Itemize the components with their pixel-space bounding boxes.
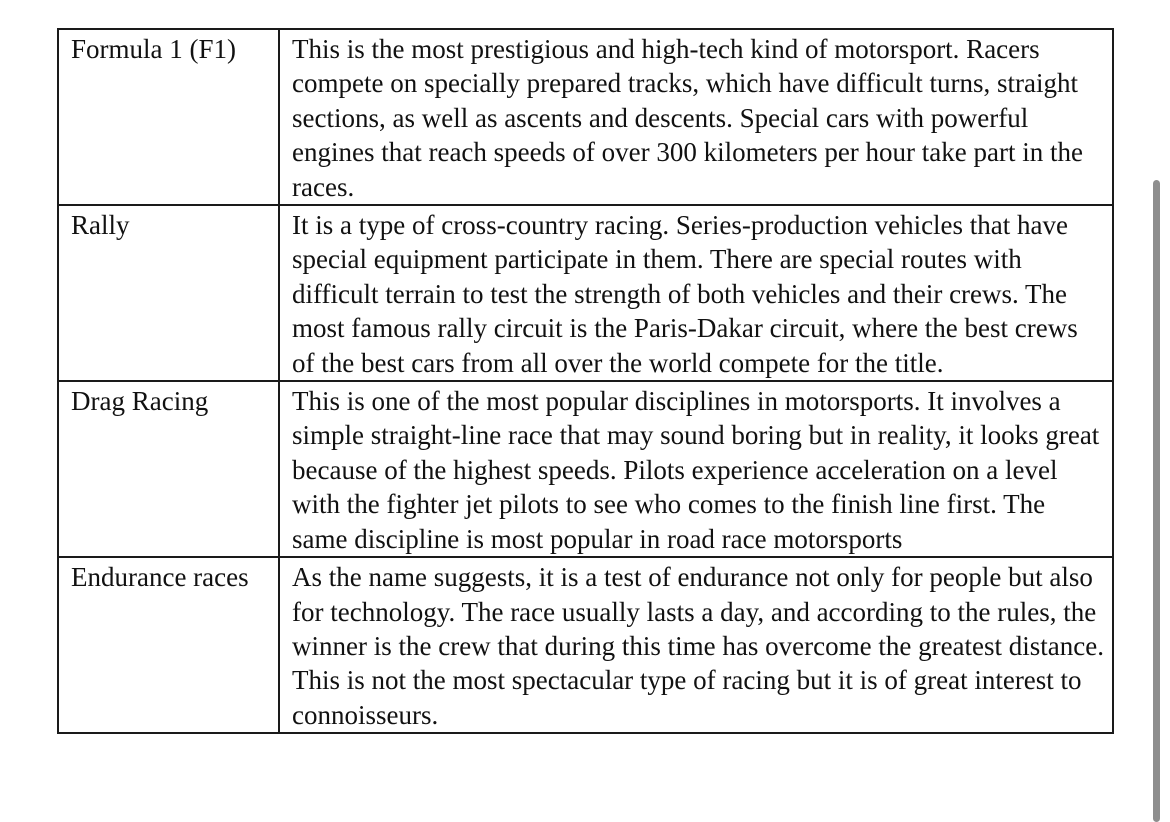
table-row: [58, 205, 1113, 381]
row-term: Rally: [58, 205, 279, 381]
row-description: This is one of the most popular disciplines in motorsports. It involves a simple straight-line race that may sound boring but in reality, it looks great because of the highest speeds. Pilots experience acceleration on a level with the fighter jet pilots to see who comes to the finish line first. The same discipline is most popular in road race motorsports: [279, 381, 1113, 557]
motorsport-types-table: [57, 28, 1114, 734]
table-row: [58, 557, 1113, 733]
row-term: Endurance races: [58, 557, 279, 733]
row-description: This is the most prestigious and high-tech kind of motorsport. Racers compete on specially prepared tracks, which have difficult turns, straight sections, as well as ascents and descents. Special cars with powerful engines that reach speeds of over 300 kilometers per hour take part in the races.: [279, 29, 1113, 205]
row-term: Drag Racing: [58, 381, 279, 557]
row-description: As the name suggests, it is a test of endurance not only for people but also for technology. The race usually lasts a day, and according to the rules, the winner is the crew that during this time has overcome the greatest distance. This is not the most spectacular type of racing but it is of great interest to connoisseurs.: [279, 557, 1113, 733]
vertical-scrollbar[interactable]: [1153, 180, 1160, 822]
row-description: It is a type of cross-country racing. Series-production vehicles that have special equipment participate in them. There are special routes with difficult terrain to test the strength of both vehicles and their crews. The most famous rally circuit is the Paris-Dakar circuit, where the best crews of the best cars from all over the world compete for the title.: [279, 205, 1113, 381]
row-term: Formula 1 (F1): [58, 29, 279, 205]
table-row: [58, 381, 1113, 557]
table-row: [58, 29, 1113, 205]
